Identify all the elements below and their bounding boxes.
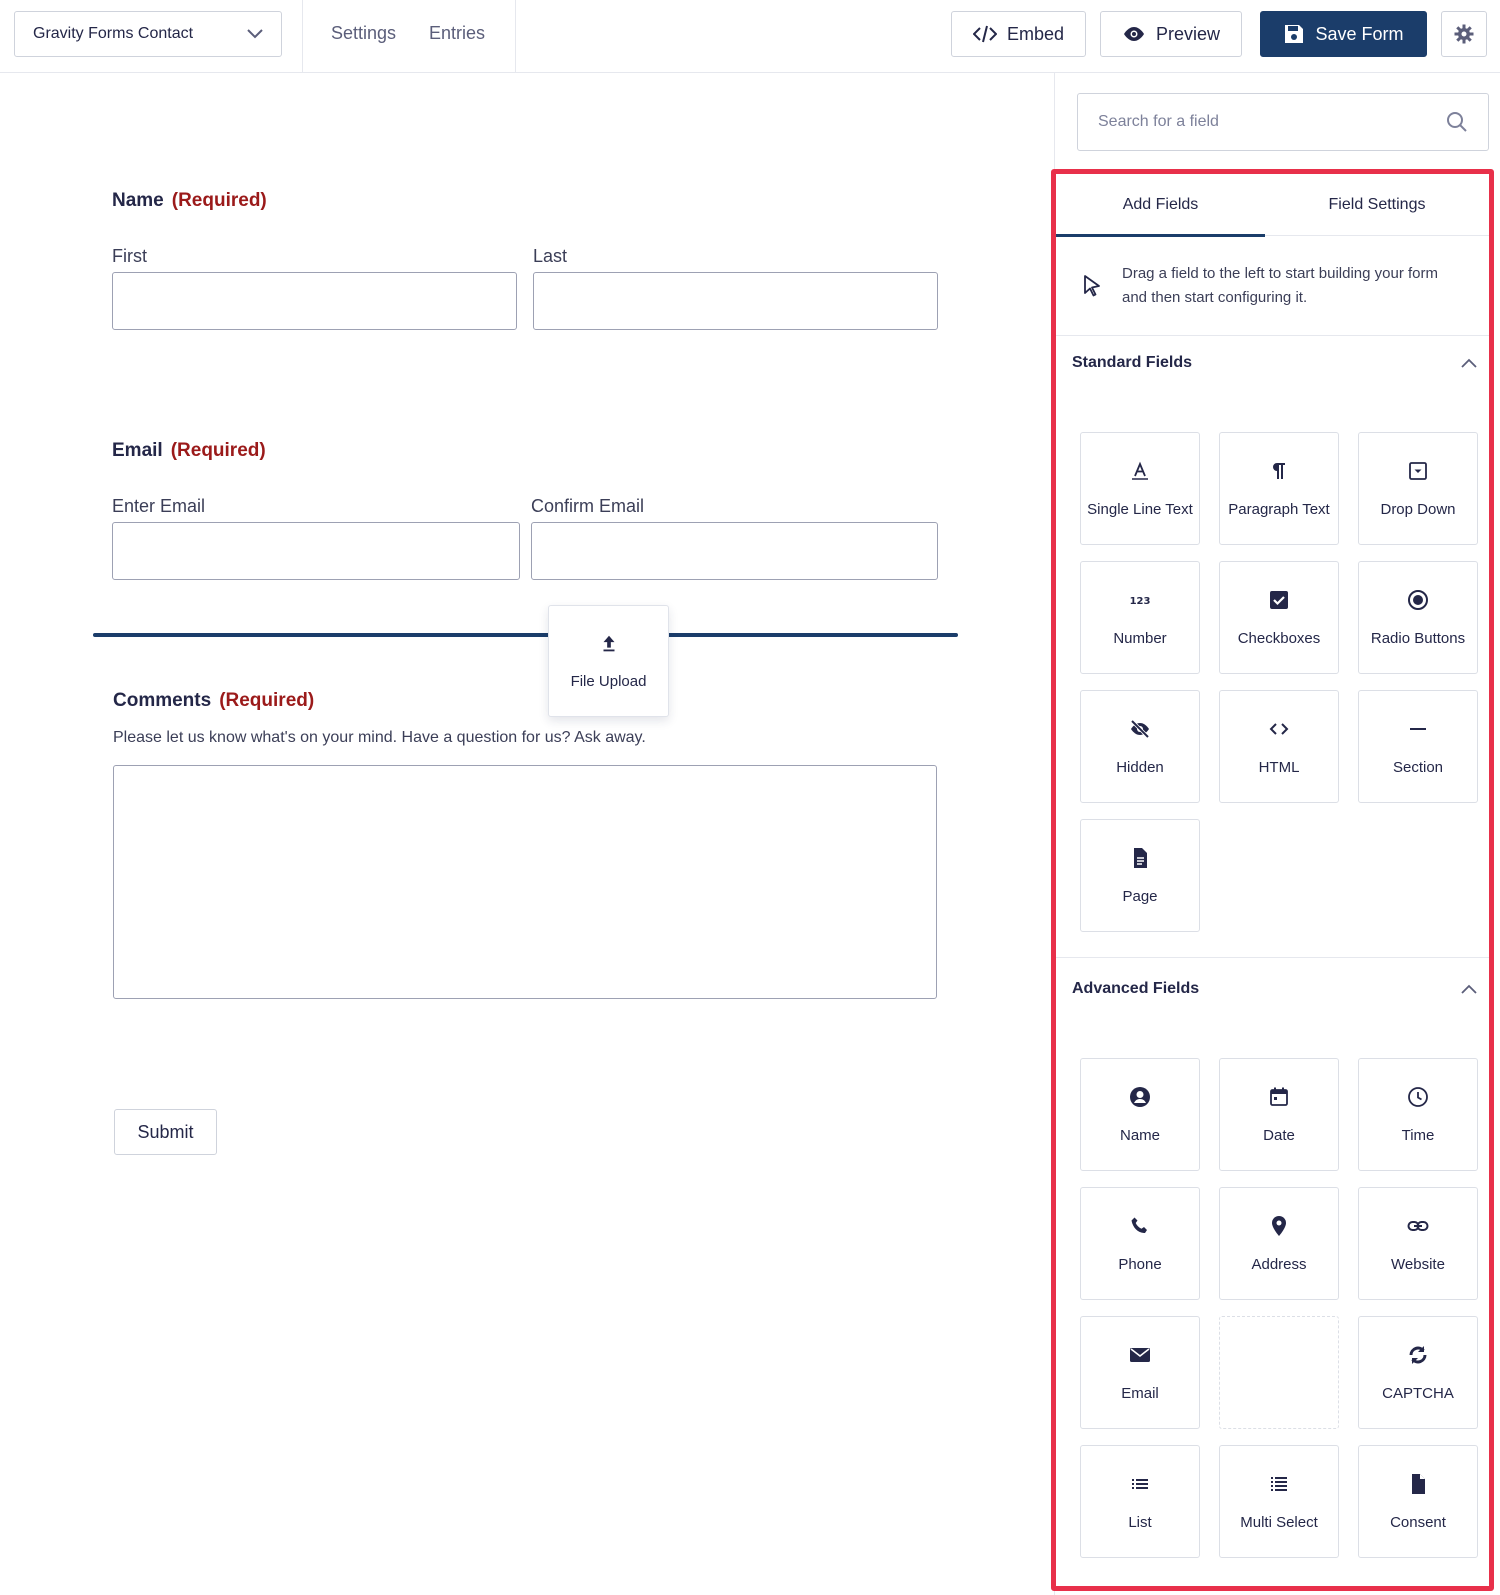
- last-name-input[interactable]: [533, 272, 938, 330]
- field-tile-address[interactable]: [1219, 1187, 1339, 1300]
- link-icon: [1406, 1214, 1430, 1238]
- field-sidebar: [1054, 73, 1500, 1595]
- document-icon: [1406, 1472, 1430, 1496]
- page-icon: [1128, 846, 1152, 870]
- field-tile-label: Single Line Text: [1087, 501, 1193, 518]
- name-field-label: Name: [112, 190, 164, 211]
- field-tile-label: Hidden: [1116, 759, 1164, 776]
- advanced-fields-header[interactable]: [1072, 980, 1477, 998]
- field-tile-section[interactable]: [1358, 690, 1478, 803]
- field-tile-radio-buttons[interactable]: [1358, 561, 1478, 674]
- user-icon: [1128, 1085, 1152, 1109]
- eye-slash-icon: [1128, 717, 1152, 741]
- list-icon: [1128, 1472, 1152, 1496]
- save-form-button[interactable]: [1260, 11, 1427, 57]
- first-name-input[interactable]: [112, 272, 517, 330]
- clock-icon: [1406, 1085, 1430, 1109]
- form-switcher[interactable]: [14, 11, 282, 57]
- last-name-label: Last: [533, 246, 568, 266]
- advanced-fields-grid: [1080, 1058, 1478, 1558]
- upload-icon: [598, 633, 620, 655]
- field-tile-consent[interactable]: [1358, 1445, 1478, 1558]
- field-tile-html[interactable]: [1219, 690, 1339, 803]
- field-tile-label: Date: [1263, 1127, 1295, 1144]
- field-tile-website[interactable]: [1358, 1187, 1478, 1300]
- form-canvas: [0, 73, 1054, 1595]
- field-tile-label: CAPTCHA: [1382, 1385, 1454, 1402]
- field-tile-label: Website: [1391, 1256, 1445, 1273]
- field-tile-label: Address: [1251, 1256, 1307, 1273]
- field-tile-label: Paragraph Text: [1228, 501, 1330, 518]
- enter-email-input[interactable]: [112, 522, 520, 580]
- embed-label: Embed: [1006, 23, 1065, 44]
- dragging-field-label: File Upload: [570, 672, 647, 690]
- submit-button[interactable]: Submit: [114, 1109, 217, 1155]
- required-indicator: (Required): [219, 690, 315, 711]
- field-search[interactable]: [1077, 93, 1489, 151]
- tab-add-fields[interactable]: Add Fields: [1056, 174, 1265, 236]
- field-tile-placeholder: [1219, 1316, 1339, 1429]
- advanced-fields-title: Advanced Fields: [1072, 980, 1200, 997]
- field-tile-label: List: [1128, 1514, 1152, 1531]
- toolbar-divider: [302, 0, 303, 72]
- field-tile-label: Time: [1401, 1127, 1435, 1144]
- sidebar-tabs: [1056, 174, 1489, 236]
- save-form-label: Save Form: [1315, 23, 1404, 44]
- standard-fields-title: Standard Fields: [1072, 354, 1193, 371]
- field-tile-list[interactable]: [1080, 1445, 1200, 1558]
- confirm-email-input[interactable]: [531, 522, 938, 580]
- group-divider: [1056, 957, 1489, 958]
- field-tile-captcha[interactable]: [1358, 1316, 1478, 1429]
- calendar-icon: [1267, 1085, 1291, 1109]
- field-tile-paragraph-text[interactable]: [1219, 432, 1339, 545]
- form-settings-button[interactable]: [1441, 11, 1487, 57]
- enter-email-label: Enter Email: [112, 496, 206, 516]
- code-icon: [973, 25, 997, 43]
- email-field-label: Email: [112, 440, 163, 461]
- add-fields-panel: [1051, 169, 1494, 1591]
- field-tile-date[interactable]: [1219, 1058, 1339, 1171]
- field-tile-label: Section: [1392, 759, 1444, 776]
- field-tile-checkboxes[interactable]: [1219, 561, 1339, 674]
- field-tile-number[interactable]: [1080, 561, 1200, 674]
- comments-textarea[interactable]: [113, 765, 937, 999]
- field-tile-hidden[interactable]: [1080, 690, 1200, 803]
- minus-icon: [1406, 717, 1430, 741]
- field-tile-label: Consent: [1390, 1514, 1446, 1531]
- confirm-email-label: Confirm Email: [531, 496, 645, 516]
- cursor-arrow-icon: [1082, 274, 1102, 298]
- field-tile-time[interactable]: [1358, 1058, 1478, 1171]
- email-field-title: [112, 440, 266, 462]
- code-icon: [1267, 717, 1291, 741]
- field-tile-label: HTML: [1258, 759, 1300, 776]
- field-tile-single-line-text[interactable]: [1080, 432, 1200, 545]
- eye-icon: [1122, 26, 1146, 42]
- tab-field-settings[interactable]: Field Settings: [1328, 196, 1426, 213]
- checkbox-icon: [1267, 588, 1291, 612]
- name-field-title: [112, 190, 267, 212]
- drag-hint: [1056, 236, 1489, 336]
- field-tile-phone[interactable]: [1080, 1187, 1200, 1300]
- required-indicator: (Required): [170, 440, 266, 461]
- gear-icon: [1454, 24, 1474, 44]
- nav-entries-link[interactable]: Entries: [429, 23, 486, 43]
- field-tile-label: Email: [1121, 1385, 1159, 1402]
- field-tile-label: Checkboxes: [1237, 630, 1321, 647]
- captcha-icon: [1406, 1343, 1430, 1367]
- comments-field-label: Comments: [113, 690, 212, 711]
- chevron-up-icon: [1461, 358, 1477, 368]
- field-search-input[interactable]: [1098, 113, 1398, 131]
- field-tile-label: Drop Down: [1380, 501, 1456, 518]
- map-pin-icon: [1267, 1214, 1291, 1238]
- drop-indicator-line: [93, 633, 958, 637]
- toolbar-divider: [515, 0, 516, 72]
- field-tile-label: Multi Select: [1240, 1514, 1318, 1531]
- field-tile-label: Page: [1122, 888, 1158, 905]
- embed-button[interactable]: [951, 11, 1086, 57]
- paragraph-icon: [1267, 459, 1291, 483]
- drag-hint-text: Drag a field to the left to start building your form and then start configuring it.: [1122, 264, 1438, 306]
- field-tile-email[interactable]: [1080, 1316, 1200, 1429]
- first-name-label: First: [112, 246, 147, 266]
- radio-icon: [1406, 588, 1430, 612]
- nav-settings-link[interactable]: Settings: [331, 23, 397, 43]
- search-icon: [1446, 111, 1468, 133]
- svg-text:123: 123: [1129, 596, 1151, 607]
- field-tile-label: Radio Buttons: [1370, 630, 1466, 647]
- chevron-down-icon: [247, 29, 263, 39]
- dropdown-icon: [1406, 459, 1430, 483]
- top-toolbar: [0, 0, 1500, 73]
- form-switcher-label: Gravity Forms Contact: [33, 25, 194, 42]
- multiselect-icon: [1267, 1472, 1291, 1496]
- envelope-icon: [1128, 1343, 1152, 1367]
- number-icon: [1128, 588, 1152, 612]
- standard-fields-header[interactable]: [1072, 354, 1477, 372]
- chevron-up-icon: [1461, 984, 1477, 994]
- field-tile-multi-select[interactable]: [1219, 1445, 1339, 1558]
- comments-description: Please let us know what's on your mind. Have a question for us? Ask away.: [113, 729, 646, 746]
- preview-label: Preview: [1155, 23, 1221, 44]
- field-tile-page[interactable]: [1080, 819, 1200, 932]
- floppy-disk-icon: [1283, 23, 1305, 45]
- text-icon: [1128, 459, 1152, 483]
- dragging-field-card[interactable]: [548, 605, 669, 717]
- field-tile-label: Name: [1119, 1127, 1160, 1144]
- standard-fields-grid: [1080, 432, 1478, 932]
- phone-icon: [1128, 1214, 1152, 1238]
- comments-field-title: [113, 690, 314, 712]
- preview-button[interactable]: [1100, 11, 1242, 57]
- field-tile-drop-down[interactable]: [1358, 432, 1478, 545]
- required-indicator: (Required): [171, 190, 267, 211]
- field-tile-label: Phone: [1118, 1256, 1162, 1273]
- field-tile-name[interactable]: [1080, 1058, 1200, 1171]
- field-tile-label: Number: [1113, 630, 1167, 647]
